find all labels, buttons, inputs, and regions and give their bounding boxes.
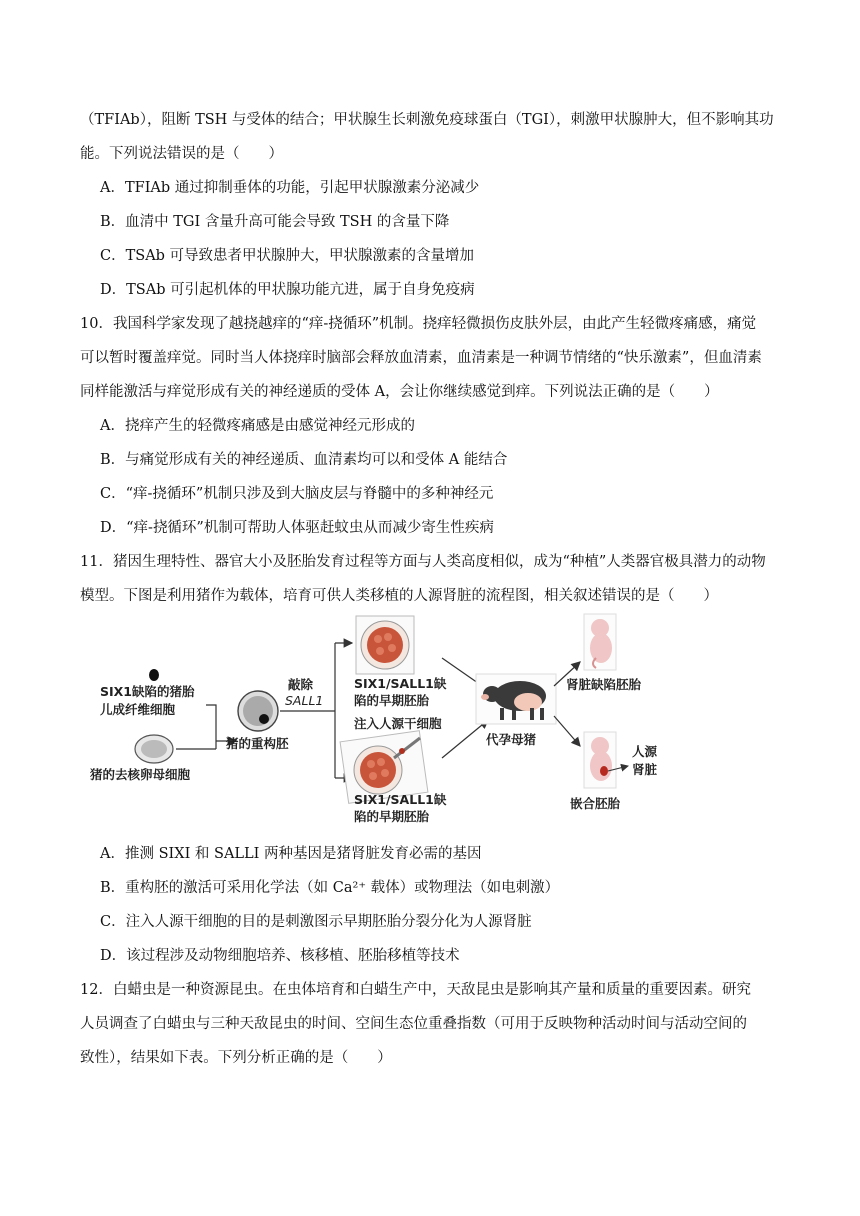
reconstructed-embryo-label: 猪的重构胚 xyxy=(226,736,289,751)
q9-stem-line2: 能。下列说法错误的是（ ） xyxy=(80,146,283,162)
early-embryo-top-label-line2: 陷的早期胚胎 xyxy=(354,693,430,708)
early-embryo-top-label: SIX1/SALL1缺 xyxy=(354,676,447,691)
q9-option-d: D．TSAb 可引起机体的甲状腺功能亢进，属于自身免疫病 xyxy=(100,282,475,298)
q10-stem-line2: 可以暂时覆盖痒觉。同时当人体挠痒时脑部会释放血清素，血清素是一种调节情绪的“快乐激素”，但血清素 xyxy=(80,350,762,366)
q11-option-d: D．该过程涉及动物细胞培养、核移植、胚胎移植等技术 xyxy=(100,948,460,964)
q9-stem-line1: （TFIAb），阻断 TSH 与受体的结合；甲状腺生长刺激免疫球蛋白（TGI），刺激甲状腺肿大，但不影响其功 xyxy=(80,112,774,128)
chimera-fetus-icon xyxy=(584,732,616,788)
knockout-label: 敲除 xyxy=(288,677,314,692)
inject-stem-cells-label: 注入人源干细胞 xyxy=(354,716,442,731)
q11-stem-line1: 11．猪因生理特性、器官大小及胚胎发育过程等方面与人类高度相似，成为“种植”人类器官极具潜力的动物 xyxy=(80,554,766,570)
surrogate-pig-label: 代孕母猪 xyxy=(486,732,537,747)
q9-option-c: C．TSAb 可导致患者甲状腺肿大，甲状腺激素的含量增加 xyxy=(100,248,475,264)
fibroblast-cell-icon xyxy=(149,669,159,681)
q12-stem-line3: 致性），结果如下表。下列分析正确的是（ ） xyxy=(80,1050,392,1066)
oocyte-icon xyxy=(135,735,173,763)
kidney-flowchart xyxy=(80,608,780,836)
q11-stem-line2: 模型。下图是利用猪作为载体，培育可供人类移植的人源肾脏的流程图，相关叙述错误的是（ ） xyxy=(80,588,718,604)
human-kidney-label-line2: 肾脏 xyxy=(632,762,658,777)
oocyte-label: 猪的去核卵母细胞 xyxy=(90,767,191,782)
q9-option-b: B．血清中 TGI 含量升高可能会导致 TSH 的含量下降 xyxy=(100,214,450,230)
q10-option-c: C．“痒-挠循环”机制只涉及到大脑皮层与脊髓中的多种神经元 xyxy=(100,486,494,502)
q12-stem-line2: 人员调查了白蜡虫与三种天敌昆虫的时间、空间生态位重叠指数（可用于反映物种活动时间与活动空间的 xyxy=(80,1016,747,1032)
fibroblast-label-line2: 儿成纤维细胞 xyxy=(100,702,176,717)
reconstructed-embryo-icon xyxy=(238,691,278,731)
q11-option-a: A．推测 SIXI 和 SALLI 两种基因是猪肾脏发育必需的基因 xyxy=(100,846,482,862)
early-embryo-top-icon xyxy=(356,616,414,674)
chimera-fetus-label: 嵌合胚胎 xyxy=(570,796,621,811)
surrogate-pig-icon xyxy=(476,674,556,724)
kidney-defect-fetus-label: 肾脏缺陷胚胎 xyxy=(566,677,642,692)
q10-option-d: D．“痒-挠循环”机制可帮助人体驱赶蚊虫从而减少寄生性疾病 xyxy=(100,520,494,536)
q11-option-c: C．注入人源干细胞的目的是刺激图示早期胚胎分裂分化为人源肾脏 xyxy=(100,914,532,930)
human-kidney-label: 人源 xyxy=(632,744,658,759)
q10-option-a: A．挠痒产生的轻微疼痛感是由感觉神经元形成的 xyxy=(100,418,415,434)
q10-stem-line3: 同样能激活与痒觉形成有关的神经递质的受体 A，会让你继续感觉到痒。下列说法正确的是（ ） xyxy=(80,384,719,400)
q10-option-b: B．与痛觉形成有关的神经递质、血清素均可以和受体 A 能结合 xyxy=(100,452,508,468)
fibroblast-label: SIX1缺陷的猪胎 xyxy=(100,684,195,699)
knockout-gene-label: SALL1 xyxy=(285,693,324,708)
early-embryo-bottom-label-line2: 陷的早期胚胎 xyxy=(354,809,430,824)
early-embryo-bottom-label: SIX1/SALL1缺 xyxy=(354,792,447,807)
q9-option-a: A．TFIAb 通过抑制垂体的功能，引起甲状腺激素分泌减少 xyxy=(100,180,480,196)
q12-stem-line1: 12．白蜡虫是一种资源昆虫。在虫体培育和白蜡生产中，天敌昆虫是影响其产量和质量的重要因素。研究 xyxy=(80,982,751,998)
q11-option-b: B．重构胚的激活可采用化学法（如 Ca²⁺ 载体）或物理法（如电刺激） xyxy=(100,880,560,896)
q10-stem-line1: 10．我国科学家发现了越挠越痒的“痒-挠循环”机制。挠痒轻微损伤皮肤外层，由此产生轻微疼痛感，痛觉 xyxy=(80,316,757,332)
kidney-defect-fetus-icon xyxy=(584,614,616,670)
